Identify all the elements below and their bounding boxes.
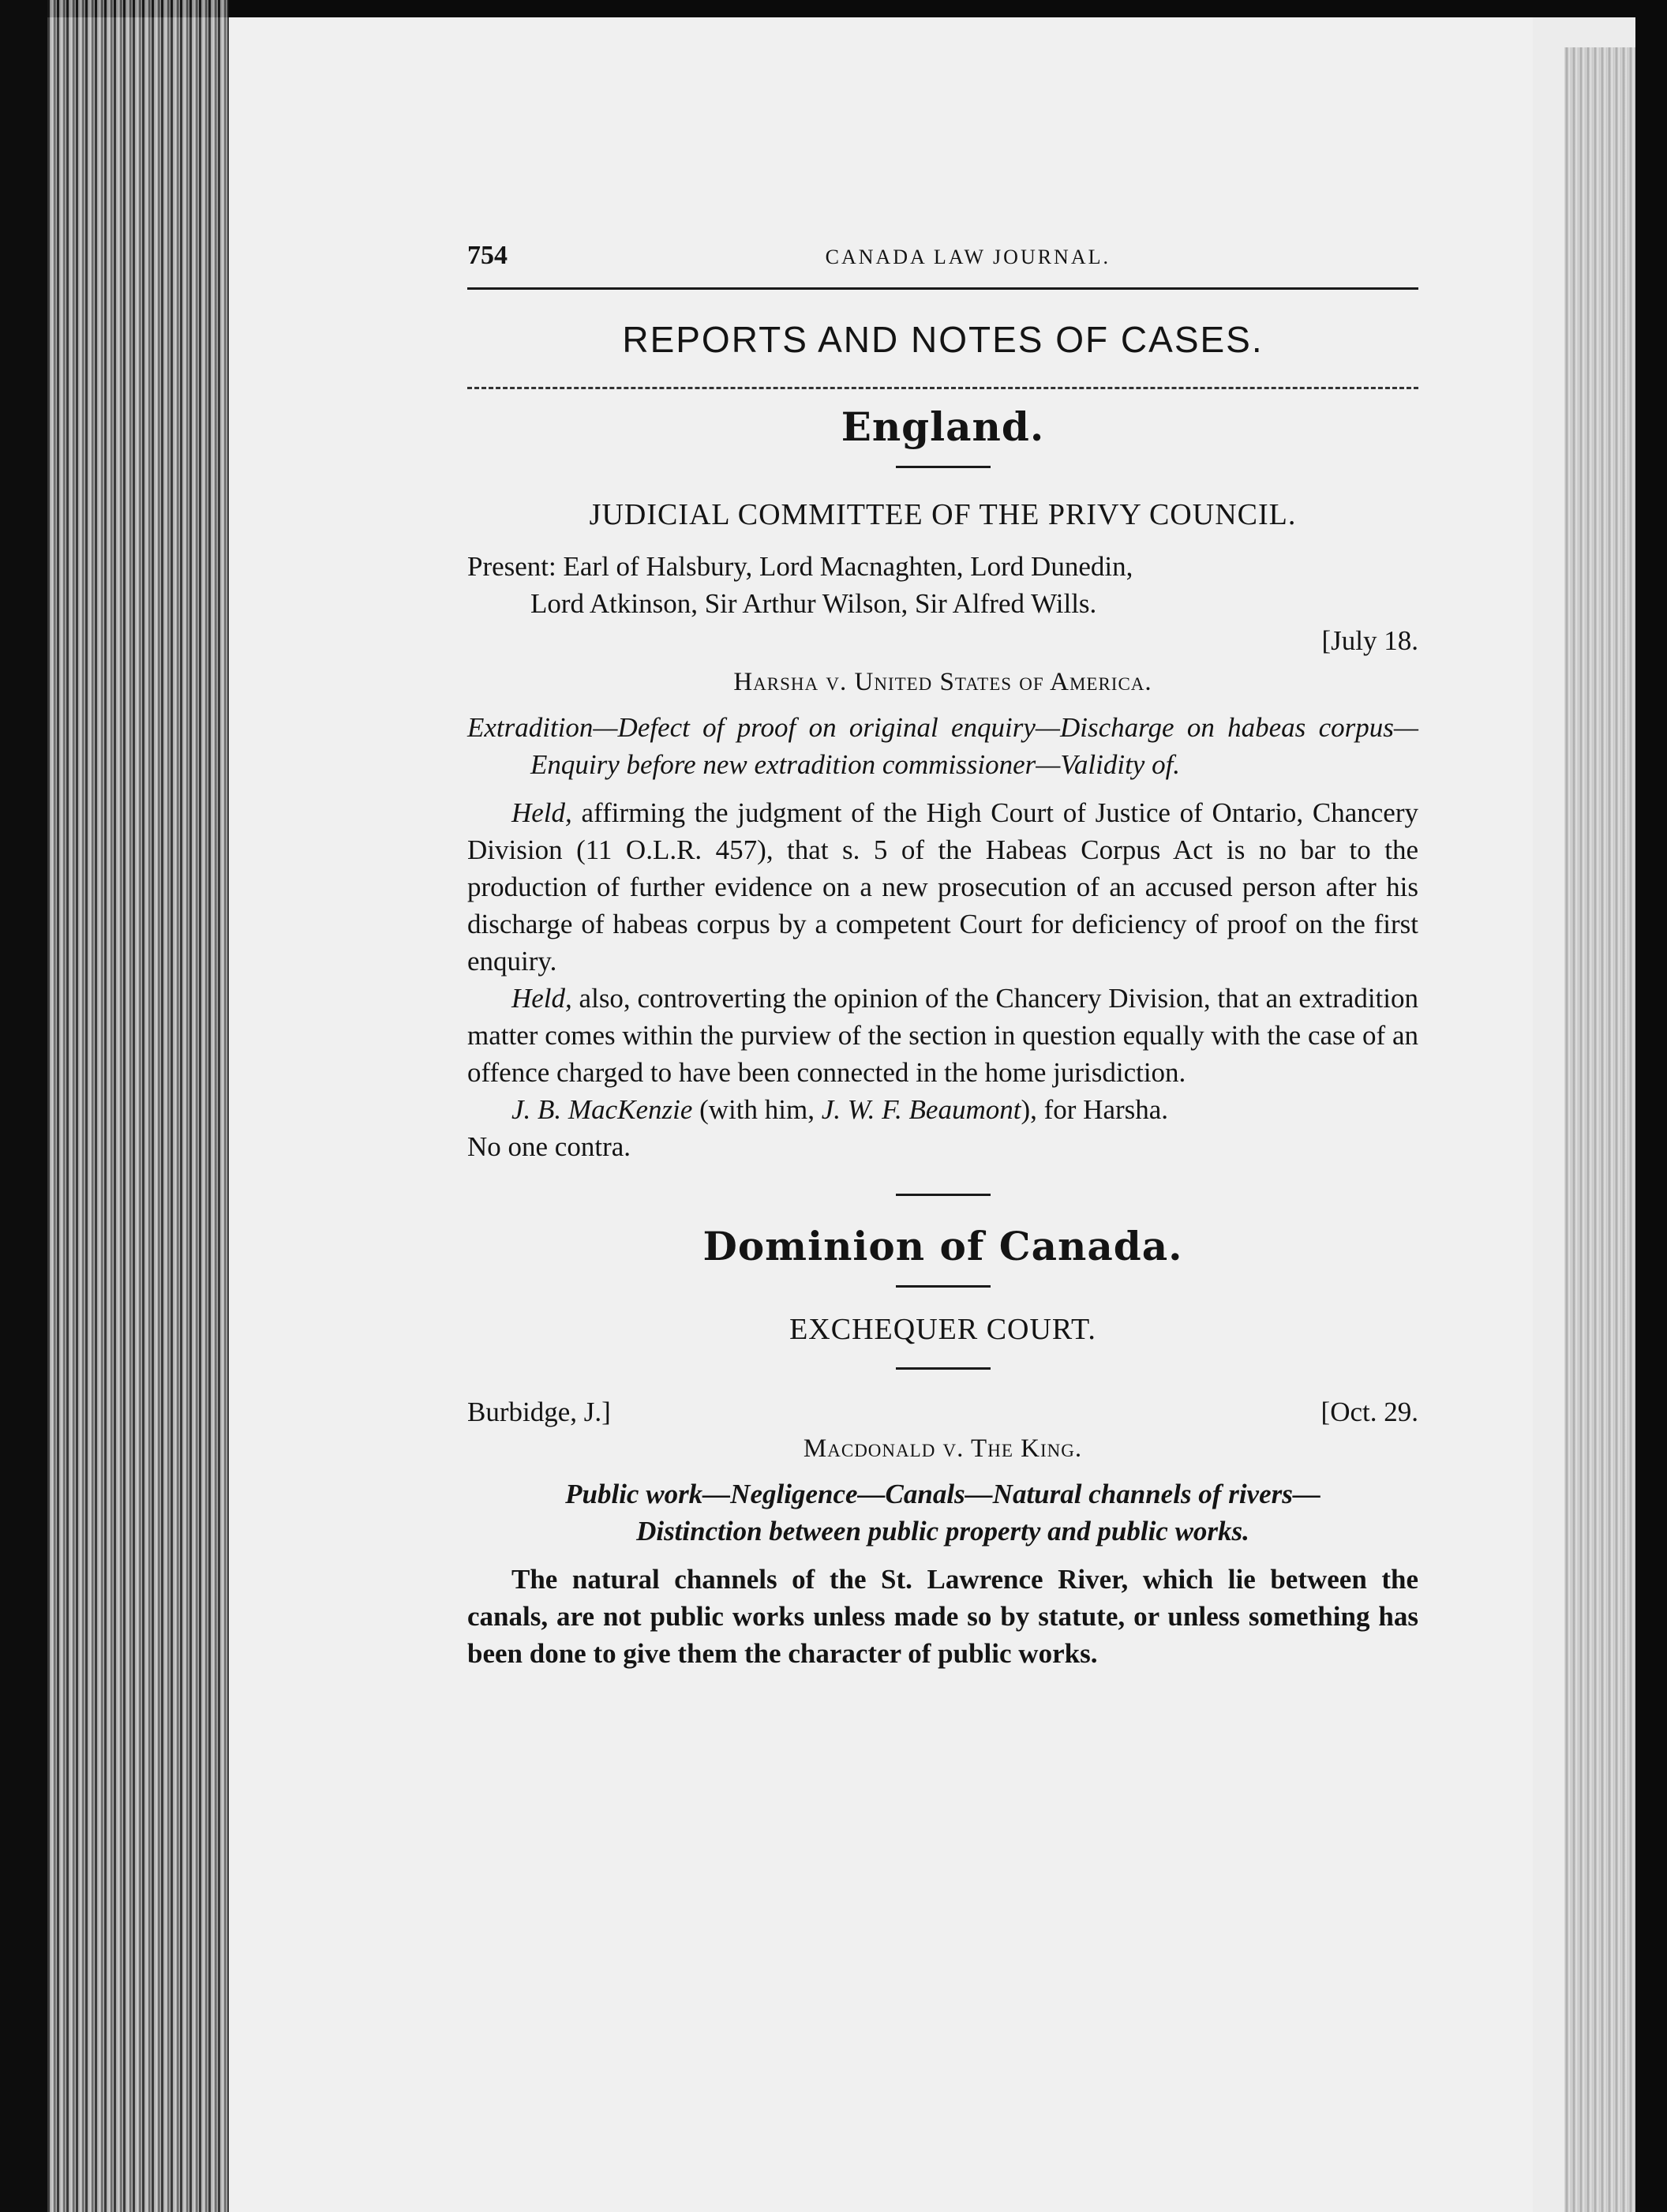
journal-title: CANADA LAW JOURNAL. [825, 246, 1111, 268]
privy-council-heading: JUDICIAL COMMITTEE OF THE PRIVY COUNCIL. [589, 498, 1297, 531]
counsel-line [467, 1091, 1418, 1128]
page-stack-left [47, 0, 229, 2212]
case-name: Macdonald v. The King. [803, 1434, 1083, 1463]
page-number: 754 [467, 241, 508, 270]
decision-date: [July 18. [1321, 625, 1418, 656]
held-paragraph-2 [467, 980, 1418, 1091]
present-line-1: Present: Earl of Halsbury, Lord Macnaghten, Lord Dunedin, [467, 551, 1133, 582]
held-lead: Held, [511, 797, 572, 828]
header-rule [467, 287, 1418, 290]
counsel-suffix: ), for Harsha. [1021, 1094, 1169, 1125]
divider [896, 1367, 991, 1370]
counsel-name-2: J. W. F. Beaumont [821, 1094, 1021, 1125]
judge-name: Burbidge, J.] [467, 1397, 611, 1427]
book-binding-shadow [0, 0, 47, 2212]
divider [896, 1285, 991, 1288]
present-judges [467, 548, 1418, 622]
headnote-line-1: Public work—Negligence—Canals—Natural channels of rivers— [565, 1479, 1320, 1509]
counsel-connector: (with him, [692, 1094, 822, 1125]
contra-line: No one contra. [467, 1131, 631, 1162]
judge-row [467, 1393, 1418, 1430]
case-name: Harsha v. United States of America. [733, 668, 1152, 696]
section-rule [467, 387, 1418, 389]
scan-top-edge [0, 0, 1667, 17]
held-lead: Held, [511, 983, 572, 1014]
section-title: REPORTS AND NOTES OF CASES. [622, 319, 1264, 360]
headnote-text: Extradition—Defect of proof on original enquiry—Discharge on habeas corpus—Enquiry before new extradition commissioner—Validity of. [467, 712, 1418, 780]
canada-heading: Dominion of Canada. [702, 1223, 1183, 1269]
headnote-line-2: Distinction between public property and public works. [636, 1516, 1249, 1547]
scan-right-edge [1635, 0, 1667, 2212]
exchequer-court-heading: EXCHEQUER COURT. [789, 1313, 1096, 1346]
page-content [467, 237, 1418, 1672]
divider [896, 466, 991, 468]
held-text: affirming the judgment of the High Court of Justice of Ontario, Chancery Division (11 O.L.R. 457), that s. 5 of the Habeas Corpus Act is no bar to the production of further evidence on a new prosecution of an accused person after his discharge of habeas corpus by a competent Court for deficiency of proof on the first enquiry. [467, 797, 1418, 977]
held-paragraph-1 [467, 794, 1418, 980]
counsel-name: J. B. MacKenzie [511, 1094, 693, 1125]
headnote [467, 709, 1418, 783]
divider [896, 1194, 991, 1196]
decision-date: [Oct. 29. [1320, 1397, 1418, 1427]
running-head [467, 237, 1418, 276]
canada-paragraph: The natural channels of the St. Lawrence River, which lie between the canals, are not public works unless made so by statute, or unless something has been done to give them the character of public works. [467, 1564, 1418, 1669]
present-line-2: Lord Atkinson, Sir Arthur Wilson, Sir Alfred Wills. [530, 588, 1097, 619]
page-stack-right [1564, 47, 1635, 2212]
held-text: also, controverting the opinion of the Chancery Division, that an extradition matter comes within the purview of the section in question equally with the case of an offence charged to have been connected in the home jurisdiction. [467, 983, 1418, 1088]
england-heading: England. [841, 403, 1045, 450]
